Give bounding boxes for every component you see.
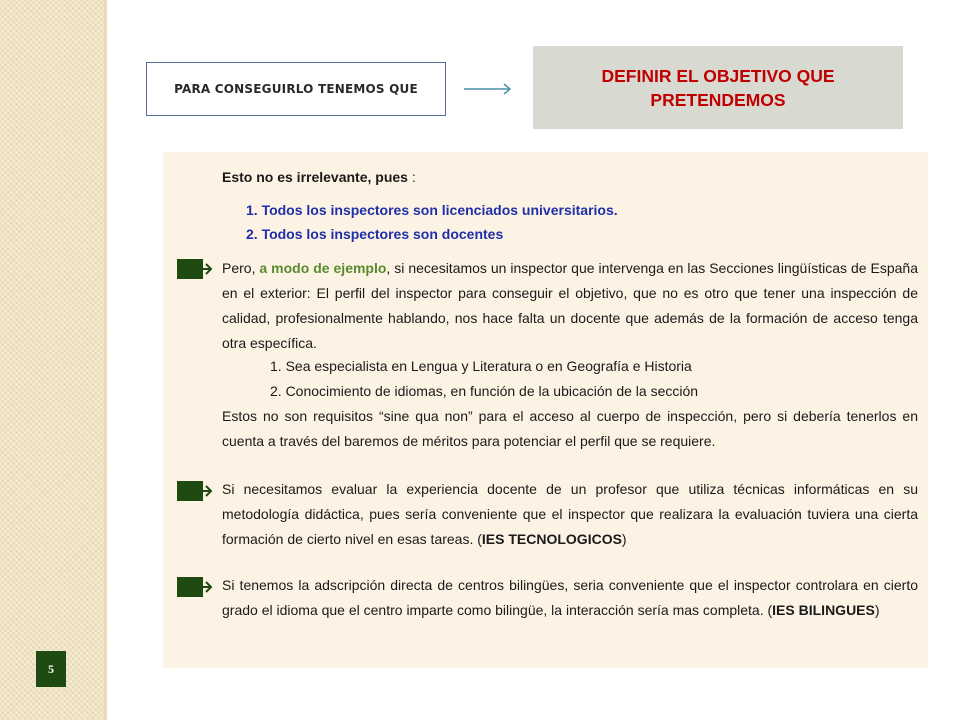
paragraph-requisites: Estos no son requisitos “sine qua non” para el acceso al cuerpo de inspección, pero si debería tenerlos en cuenta a través del baremos de méritos para potenciar el perfil que se requiere. — [222, 408, 918, 449]
para4-end: ) — [874, 602, 880, 618]
intro-colon: : — [407, 169, 416, 185]
para4-bold: IES BILINGUES — [772, 602, 875, 618]
paragraph-tecnologicos — [222, 477, 918, 552]
para4-text: Si tenemos la adscripción directa de centros bilingües, seria conveniente que el inspector controlara en cierto grado el idioma que el centro imparte como bilingüe, la interacción sería mas completa. ( — [222, 577, 918, 618]
decorative-side-strip — [0, 0, 104, 720]
para1-start: Pero, — [222, 260, 260, 276]
paragraph-example — [222, 256, 918, 356]
sublist-item-2: 2. Conocimiento de idiomas, en función de la ubicación de la sección — [270, 383, 699, 399]
para3-end: ) — [621, 531, 627, 547]
arrow-bullet-icon — [177, 481, 213, 501]
right-arrow-icon — [462, 82, 514, 96]
intro-text — [222, 165, 416, 190]
para3-bold: IES TECNOLOGICOS — [481, 531, 622, 547]
para1-rest: , si necesitamos un inspector que intervenga en las Secciones lingüísticas de España en el exterior: El perfil del inspector para conseguir el objetivo, que no es otro que tener una inspección de calidad, profesionalmente hablando, nos hace falta un docente que además de la formación de acceso tenga otra específica. — [222, 260, 918, 351]
numbered-item-2: 2. Todos los inspectores son docentes — [246, 226, 504, 242]
intro-label: Esto no es irrelevante, pues — [222, 169, 408, 185]
slide-number: 5 — [36, 651, 66, 687]
para1-highlight: a modo de ejemplo — [259, 260, 387, 276]
header-left-box: PARA CONSEGUIRLO TENEMOS QUE — [146, 62, 446, 116]
paragraph-bilingues — [222, 573, 918, 623]
sublist-item-1: 1. Sea especialista en Lengua y Literatura o en Geografía e Historia — [270, 358, 692, 374]
objective-box: DEFINIR EL OBJETIVO QUE PRETENDEMOS — [533, 46, 903, 129]
side-divider — [104, 0, 107, 720]
arrow-bullet-icon — [177, 259, 213, 279]
arrow-bullet-icon — [177, 577, 213, 597]
numbered-item-1: 1. Todos los inspectores son licenciados universitarios. — [246, 202, 618, 218]
para3-text: Si necesitamos evaluar la experiencia docente de un profesor que utiliza técnicas informáticas en su metodología didáctica, pues sería conveniente que el inspector que realizara la evaluación tuviera una cierta formación de cierto nivel en esas tareas. ( — [222, 481, 918, 547]
